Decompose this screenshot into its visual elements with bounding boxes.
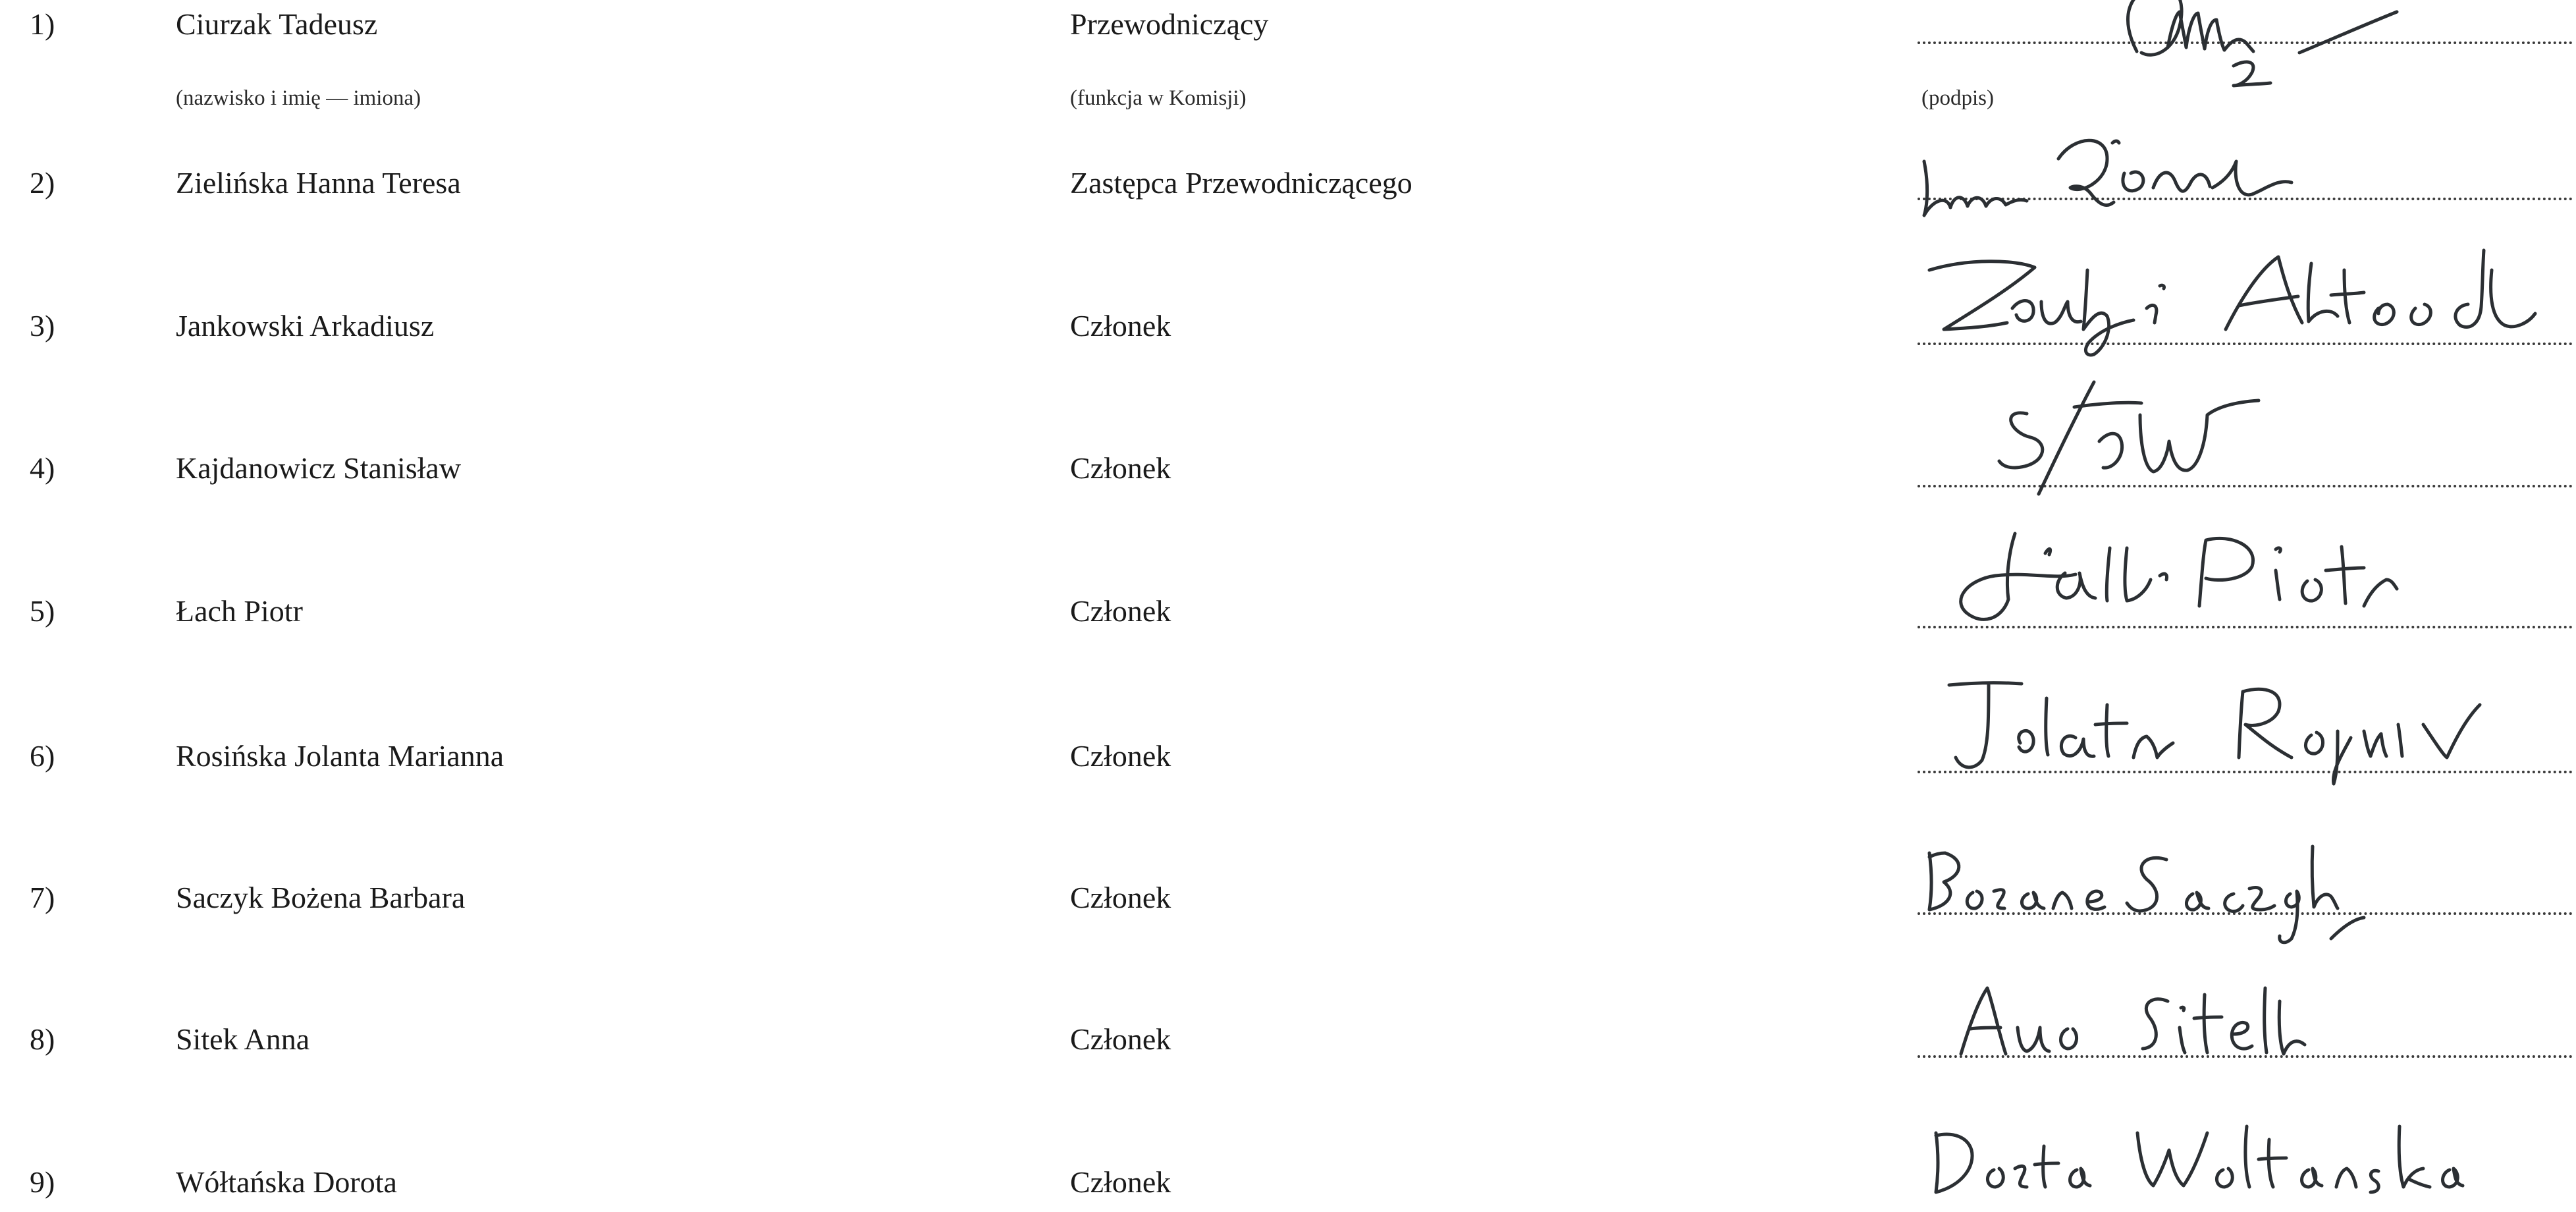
caption-role: (funkcja w Komisji) bbox=[1070, 86, 1247, 110]
handwritten-signature bbox=[1910, 231, 2571, 356]
member-role: Członek bbox=[1070, 451, 1171, 485]
row-number: 4) bbox=[30, 451, 55, 485]
member-name: Zielińska Hanna Teresa bbox=[176, 166, 461, 200]
member-name: Jankowski Arkadiusz bbox=[176, 309, 435, 343]
handwritten-signature bbox=[1910, 96, 2571, 221]
handwritten-signature bbox=[1910, 1087, 2571, 1212]
member-role: Członek bbox=[1070, 1022, 1171, 1056]
member-name: Ciurzak Tadeusz bbox=[176, 7, 378, 41]
member-role: Członek bbox=[1070, 881, 1171, 914]
caption-name: (nazwisko i imię — imiona) bbox=[176, 86, 421, 110]
member-role: Członek bbox=[1070, 309, 1171, 343]
member-name: Kajdanowicz Stanisław bbox=[176, 451, 462, 485]
row-number: 7) bbox=[30, 881, 55, 914]
handwritten-signature bbox=[1910, 369, 2571, 494]
row-number: 3) bbox=[30, 309, 55, 343]
member-role: Przewodniczący bbox=[1070, 7, 1269, 41]
row-number: 9) bbox=[30, 1165, 55, 1199]
member-name: Sitek Anna bbox=[176, 1022, 310, 1056]
member-role: Członek bbox=[1070, 594, 1171, 628]
row-number: 8) bbox=[30, 1022, 55, 1056]
row-number: 2) bbox=[30, 166, 55, 200]
member-role: Zastępca Przewodniczącego bbox=[1070, 166, 1412, 200]
row-number: 1) bbox=[30, 7, 55, 41]
member-name: Saczyk Bożena Barbara bbox=[176, 881, 466, 914]
member-role: Członek bbox=[1070, 1165, 1171, 1199]
caption-signature: (podpis) bbox=[1921, 86, 1994, 110]
member-name: Rosińska Jolanta Marianna bbox=[176, 739, 504, 773]
handwritten-signature bbox=[1910, 0, 2571, 99]
handwritten-signature bbox=[1910, 507, 2571, 632]
handwritten-signature bbox=[1910, 659, 2571, 784]
handwritten-signature bbox=[1910, 820, 2571, 945]
row-number: 6) bbox=[30, 739, 55, 773]
member-role: Członek bbox=[1070, 739, 1171, 773]
row-number: 5) bbox=[30, 594, 55, 628]
member-name: Wółtańska Dorota bbox=[176, 1165, 397, 1199]
member-name: Łach Piotr bbox=[176, 594, 303, 628]
handwritten-signature bbox=[1910, 955, 2571, 1080]
